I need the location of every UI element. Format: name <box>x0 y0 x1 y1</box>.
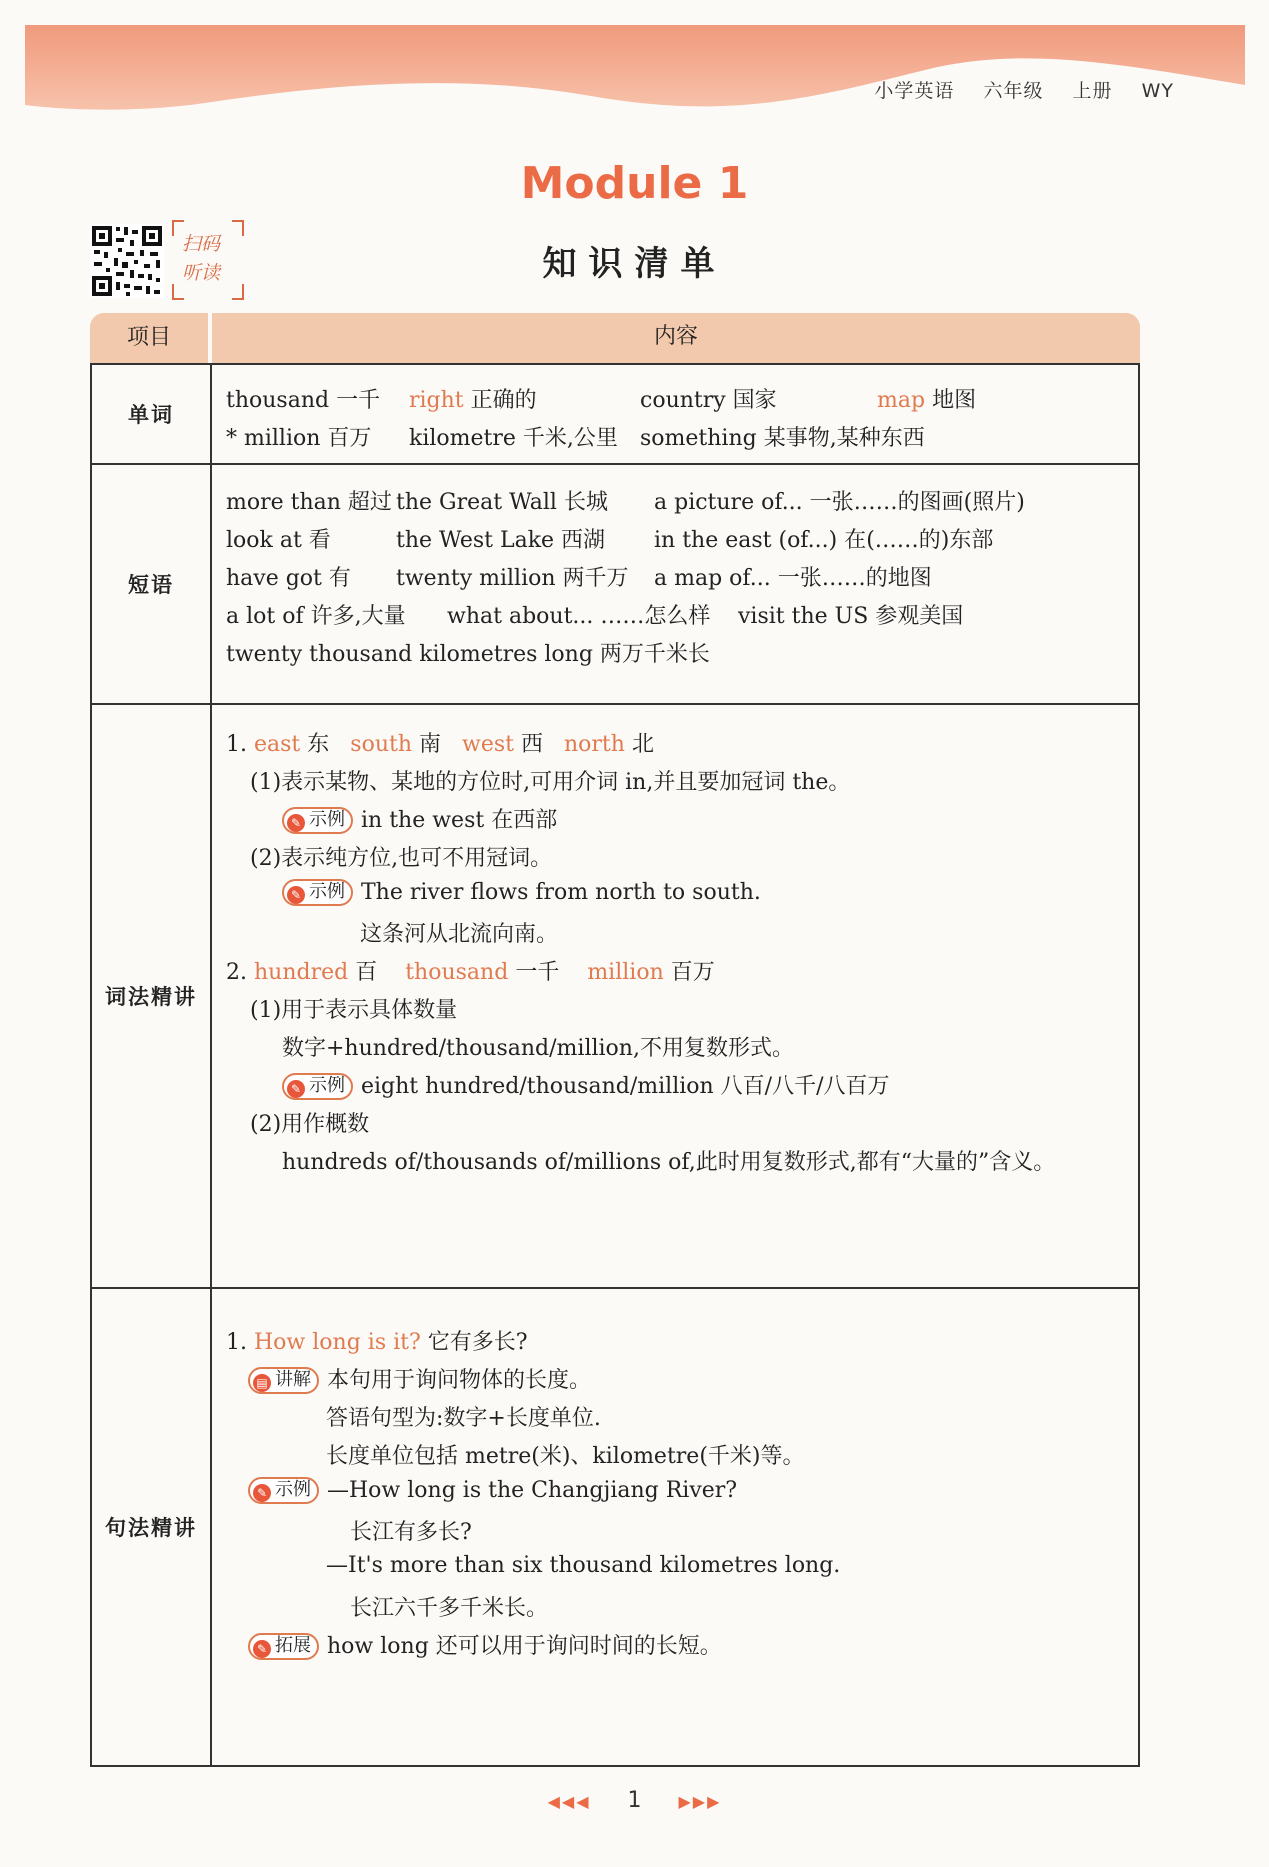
row-lexis <box>90 705 1140 1289</box>
header-banner <box>25 25 1245 125</box>
pencil-icon: ✎ <box>287 1080 305 1098</box>
phrase-item: a map of... 一张……的地图 <box>654 566 932 591</box>
phrase-item: twenty thousand kilometres long 两万千米长 <box>226 642 710 667</box>
subject: 小学英语 <box>874 80 955 102</box>
vocab-item: map <box>877 388 926 413</box>
row-label: 短语 <box>92 465 212 703</box>
vocab-item: something 某事物,某种东西 <box>640 426 925 451</box>
phrase-item: what about... ……怎么样 <box>447 604 711 629</box>
example-line: —It's more than six thousand kilometres long. <box>326 1553 841 1578</box>
lexis-rule: (2)用作概数 <box>250 1112 370 1137</box>
lexis-rule: (1)表示某物、某地的方位时,可用介词 in,并且要加冠词 the。 <box>250 770 851 795</box>
lexis-rule: (1)用于表示具体数量 <box>250 998 458 1023</box>
row-vocab: 单词 thousand 一千 right 正确的 country 国家 map 地图 * million 百万 kilometre 千米,公里 something 某事物,某种东西 <box>90 363 1140 465</box>
vocab-item: kilometre 千米,公里 <box>409 426 618 451</box>
phrase-item: look at 看 <box>226 528 331 553</box>
page-subtitle: 知识清单 <box>542 244 727 284</box>
syntax-point: 1. How long is it? 它有多长? <box>226 1330 528 1355</box>
phrase-item: visit the US 参观美国 <box>738 604 964 629</box>
header-col-item: 项目 <box>126 325 171 350</box>
phrase-item: twenty million 两千万 <box>396 566 629 591</box>
scan-label: 扫码 听读 <box>182 233 221 284</box>
pencil-icon: ✎ <box>287 886 305 904</box>
pencil-icon: ✎ <box>287 814 305 832</box>
vocab-item: * million 百万 <box>226 426 372 451</box>
example-tag: ✎ 示例 <box>282 807 353 834</box>
page-number: 1 <box>627 1788 642 1813</box>
vocab-item: right <box>409 388 464 413</box>
row-label: 单词 <box>92 365 212 463</box>
vocab-item: thousand 一千 <box>226 388 381 413</box>
explanation-line: 长度单位包括 metre(米)、kilometre(千米)等。 <box>326 1444 805 1469</box>
lexis-rule: hundreds of/thousands of/millions of,此时用复数形式,都有“大量的”含义。 <box>282 1150 1056 1175</box>
explanation: ▤ 讲解 本句用于询问物体的长度。 <box>248 1363 591 1394</box>
pencil-icon: ✎ <box>253 1640 271 1658</box>
scan-to-listen[interactable] <box>172 220 244 300</box>
row-label: 词法精讲 <box>92 705 212 1287</box>
page-title: Module 1 <box>520 158 749 209</box>
pencil-icon: ✎ <box>253 1484 271 1502</box>
vocab-item: country 国家 <box>640 388 777 413</box>
table-header <box>90 313 1140 363</box>
page-navigation <box>0 1788 1269 1813</box>
row-syntax <box>90 1289 1140 1767</box>
book-icon: ▤ <box>253 1374 271 1392</box>
lexis-point-1: 1. east 东 south 南 west 西 north 北 <box>226 732 654 757</box>
book-info <box>852 76 1174 103</box>
explanation-line: 答语句型为:数字+长度单位. <box>326 1406 601 1431</box>
example: ✎ 示例 eight hundred/thousand/million 八百/八千/八百万 <box>282 1069 890 1100</box>
example: ✎ 示例 in the west 在西部 <box>282 803 557 834</box>
example-tag: ✎ 示例 <box>282 1073 353 1100</box>
example-tag: ✎ 示例 <box>248 1477 319 1504</box>
phrase-item: in the east (of...) 在(……的)东部 <box>654 528 994 553</box>
lexis-rule: 数字+hundred/thousand/million,不用复数形式。 <box>282 1036 794 1061</box>
row-phrases <box>90 465 1140 705</box>
example-translation: 长江有多长? <box>350 1520 472 1545</box>
row-label: 句法精讲 <box>92 1289 212 1765</box>
next-arrows-icon: ▶▶▶ <box>678 1792 722 1811</box>
explain-tag: ▤ 讲解 <box>248 1367 319 1394</box>
edition: WY <box>1141 80 1174 102</box>
phrase-item: a lot of 许多,大量 <box>226 604 406 629</box>
lexis-point-2: 2. hundred 百 thousand 一千 million 百万 <box>226 960 715 985</box>
lexis-rule: (2)表示纯方位,也可不用冠词。 <box>250 846 553 871</box>
previous-arrows-icon: ◀◀◀ <box>547 1792 591 1811</box>
extend-tag: ✎ 拓展 <box>248 1633 319 1660</box>
header-col-content: 内容 <box>653 324 698 349</box>
phrase-item: have got 有 <box>226 566 351 591</box>
example: ✎ 示例 —How long is the Changjiang River? <box>248 1477 737 1504</box>
volume: 上册 <box>1072 80 1113 102</box>
example-translation: 这条河从北流向南。 <box>360 922 559 947</box>
qr-code-icon[interactable] <box>90 224 164 298</box>
phrase-item: the West Lake 西湖 <box>396 528 606 553</box>
extension: ✎ 拓展 how long 还可以用于询问时间的长短。 <box>248 1629 722 1660</box>
example: ✎ 示例 The river flows from north to south. <box>282 879 761 906</box>
grade: 六年级 <box>983 80 1044 102</box>
example-tag: ✎ 示例 <box>282 879 353 906</box>
phrase-item: more than 超过 <box>226 490 392 515</box>
example-translation: 长江六千多千米长。 <box>350 1596 549 1621</box>
phrase-item: the Great Wall 长城 <box>396 490 608 515</box>
phrase-item: a picture of... 一张……的图画(照片) <box>654 490 1025 515</box>
